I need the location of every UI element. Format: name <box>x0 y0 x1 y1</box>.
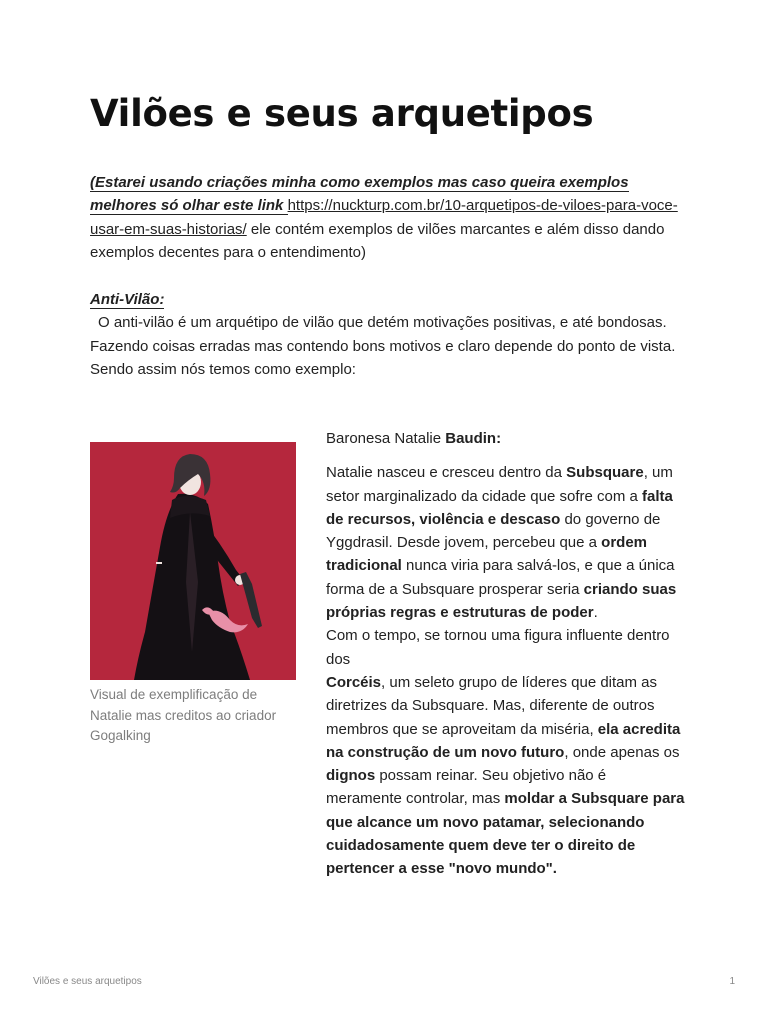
intro-note: (Estarei usando criações minha como exemplos mas caso queira exemplos melhores só olhar este link <box>90 174 629 215</box>
anti-villain-section <box>90 288 680 381</box>
body-text-run: , onde apenas os <box>564 743 680 761</box>
body-text-run: Natalie nasceu e cresceu dentro da <box>326 464 567 482</box>
emphasis-text: dignos <box>326 767 376 785</box>
emphasis-text: Subsquare <box>566 464 644 482</box>
reference-link[interactable]: https://nuckturp.com.br/10-arquetipos-de-viloes-para-voce-usar-em-suas-historias/ <box>90 197 678 238</box>
section-text: O anti-vilão é um arquétipo de vilão que detém motivações positivas, e até bondosas. Fazendo coisas erradas mas contendo bons motivos e claro depende do ponto de vista. Sendo assim nós temos como exemplo: <box>90 314 676 378</box>
character-name <box>326 427 686 450</box>
body-text-run: possam reinar. Seu objetivo não é meramente controlar, mas <box>326 767 607 808</box>
body-text-run: nunca viria para salvá-los, e que a única forma de a Subsquare prosperar seria <box>326 557 675 598</box>
example-figure <box>90 442 296 747</box>
body-text-run: , um seleto grupo de líderes que ditam as diretrizes da Subsquare. Mas, diferente de outros membros que se aproveitam da miséria, <box>326 673 658 738</box>
intro-rest: ele contém exemplos de vilões marcantes e além disso dando exemplos decentes para o entendimento) <box>90 220 665 261</box>
description-paragraph-3 <box>326 671 686 881</box>
description-paragraph-2: Com o tempo, se tornou uma figura influente dentro dos <box>326 627 670 668</box>
emphasis-text: ela acredita na construção de um novo futuro <box>326 720 681 761</box>
emphasis-text: falta de recursos, violência e descaso <box>326 487 673 528</box>
natalie-illustration <box>90 442 296 680</box>
body-text-run: , um setor marginalizado da cidade que sofre com a <box>326 464 673 505</box>
intro-paragraph <box>90 171 680 264</box>
character-title: Baronesa Natalie <box>326 430 446 447</box>
emphasis-text: criando suas próprias regras e estruturas de poder <box>326 580 677 622</box>
footer-title: Vilões e seus arquetipos <box>33 976 142 987</box>
example-description <box>326 427 686 881</box>
body-text-run: . <box>593 604 598 622</box>
section-heading: Anti-Vilão: <box>90 291 165 308</box>
body-text-run: do governo de Yggdrasil. Desde jovem, percebeu que a <box>326 510 661 552</box>
footer-page-number: 1 <box>729 976 735 987</box>
emphasis-text: moldar a Subsquare para que alcance um novo patamar, selecionando cuidadosamente quem deve ter o direito de pertencer a esse "novo mundo". <box>326 790 685 878</box>
emphasis-text: Corcéis <box>326 673 382 691</box>
emphasis-text: ordem tradicional <box>326 534 648 575</box>
figure-caption: Visual de exemplificação de Natalie mas creditos ao criador Gogalking <box>90 687 277 743</box>
description-paragraph-1 <box>326 461 686 624</box>
page-title: Vilões e seus arquetipos <box>90 92 594 135</box>
character-surname: Baudin: <box>445 430 502 447</box>
